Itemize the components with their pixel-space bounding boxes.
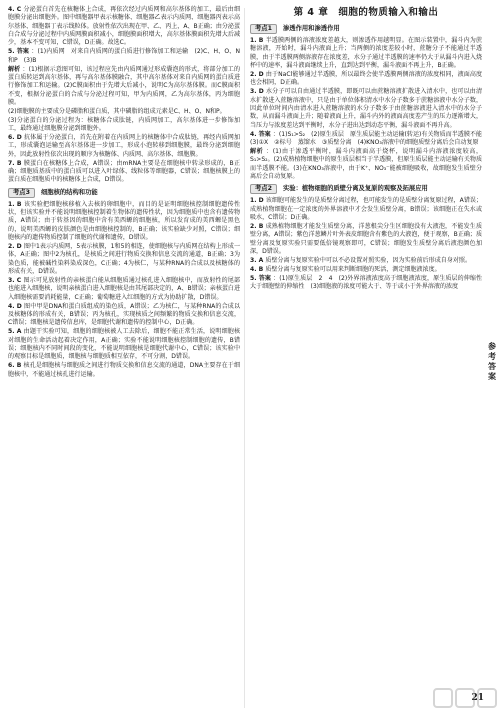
left-answer-text: (2)细胞膜的主要成分是磷脂和蛋白质，其中磷脂的组成元素是C、H、O、N和P。	[8, 107, 226, 115]
left-answer-number: 6. B	[8, 362, 24, 370]
p1-answer-item	[250, 37, 482, 70]
p2-answer-number: 5. 答案	[250, 274, 274, 282]
left-column	[8, 6, 240, 380]
left-answer-text: ：(1)内质网 对来自内质网的蛋白质进行修饰加工和运输 (2)C、H、O、N和P (3)B	[8, 48, 241, 64]
left-answer-item	[8, 66, 240, 108]
point1-badge: 考点1	[250, 24, 277, 34]
page-number: 21	[471, 693, 484, 703]
p1-answer-number: 1. B	[250, 37, 266, 44]
p1-answer-number: 2. D	[250, 70, 266, 78]
p2-answer-item	[250, 197, 482, 222]
left-answer-item	[8, 108, 240, 116]
left-answer-text: 由题干实验可知，细胞的细胞核被人工去除后，细胞不能正常生活，说明细胞核对细胞的生命活动起着决定作用，A正确；实验不能说明细胞核控制细胞的遗传，B错误；细胞核内不同时间段的变化，不能说明细胞核是细胞代谢中心，C错误；该实验中的观察目标是细胞质，细胞核与细胞质相互依存，不可分割，D错误。	[8, 328, 240, 361]
p2-answer-text: ：(1)原生质层 2 4 (2)外界溶液浓度高于细胞液浓度，原生质层的伸缩性大于细胞壁的伸缩性 (3)细胞液的浓度可能大于、等于或小于外界溶液的浓度	[250, 274, 483, 291]
left-answer-number: 5. 答案	[8, 48, 32, 56]
left-answer-item	[8, 362, 240, 379]
left-point-header	[8, 188, 240, 198]
p2-answer-number: 4. B	[250, 265, 266, 273]
left-answer-number: 7. B	[8, 159, 24, 167]
p1-answer-text: 半透膜两侧的溶液浓度差越大，则渗透作用越明显。在图示装置中，漏斗内为蔗糖溶液，开始时，漏斗内液面上升；当两侧的浓度差较小时，蔗糖分子不能通过半透膜，由于半透膜两侧溶液存在浓度差，水分子通过半透膜的速率仍大于从漏斗内进入烧杯中的速率，漏斗液面继续上升，直到达到平衡，漏斗液面不再上升，B正确。	[250, 37, 482, 70]
p2-answer-text: 质壁分离与复原实验可以用来判断细胞的死活，测定细胞液浓度。	[265, 265, 441, 273]
watermark-logo-icon	[432, 685, 498, 715]
left-answer-number: 6. D	[8, 134, 24, 142]
left-answer-text: 核孔是细胞核与细胞质之间进行物质交换和信息交流的通道，DNA主要存在于细胞核中，不能通过核孔进行运输。	[8, 362, 240, 378]
p2-answer-number: 1. D	[250, 197, 266, 205]
left-answer-text: 图中1表示内质网，5表示核膜，1和5的相连，使细胞核与内质网在结构上形成一体，A正确；图中2为核孔，是核质之间进行物质交换和信息交流的通道，B正确；3为染色质，能被碱性染料染成深色，C正确；4为核仁，与某种RNA的合成以及核糖体的形成有关，D错误。	[8, 243, 241, 276]
left-answer-item	[8, 243, 240, 276]
p2-answer-text: 成熟植物细胞才能发生质壁分离，洋葱根尖分生区细胞没有大液泡，不能发生质壁分离，A错误；紫色洋葱鳞片叶外表皮细胞含有紫色的大液泡，便于观察，B正确；质壁分离及复原实验只需要低倍镜观察即可，C错误；细胞发生质壁分离后液泡颜色加深，D错误。	[250, 222, 483, 255]
left-point-badge: 考点3	[8, 188, 35, 198]
point1-header	[250, 24, 482, 34]
point2-items	[250, 197, 482, 291]
left-answer-number: 2. D	[8, 243, 24, 251]
left-answer-item	[8, 201, 240, 243]
left-answer-number: 1. B	[8, 200, 24, 208]
left-answer-text: 膜蛋白在核糖体上合成，A错误；由mRNA主要是在细胞核中转录形成的，B正确；细胞质基质中的蛋白质可以进入叶绿体、线粒体等细胞器，C错误；细胞核膜上的蛋白质在细胞质中的核糖体上合成，D错误。	[8, 159, 240, 184]
p2-answer-text: 质壁分离与复原实验中可以不必设置对照实验，因为实验前后形成自身对照。	[265, 256, 471, 264]
p1-answer-text: ：(1)由于渗透平衡时，漏斗内液面高于烧杯，说明漏斗内溶液浓度较高，S₁>S₂。(2)成熟植物细胞中的原生质层相当于半透膜，但原生质层能主动运输有关物质而半透膜不能。(3)在KNO₃溶液中，由于K⁺、NO₃⁻能被细胞吸收，故细胞发生质壁分离后会自动复原。	[250, 147, 482, 180]
p2-answer-item	[250, 257, 482, 265]
right-column	[250, 6, 489, 292]
p1-answer-number: 4. 答案	[250, 130, 273, 138]
p2-answer-number: 3. A	[250, 256, 266, 264]
chapter-title: 第 4 章 细胞的物质输入和输出	[293, 7, 439, 18]
point2-badge: 考点2	[250, 184, 277, 194]
left-answer-number: 3. C	[8, 277, 24, 285]
p1-answer-item	[250, 130, 489, 148]
p2-answer-item	[250, 275, 482, 292]
left-answer-item	[8, 6, 240, 48]
p1-answer-number: 解析	[250, 147, 267, 155]
left-answer-item	[8, 277, 240, 302]
p1-answer-item	[250, 88, 482, 130]
left-answer-item	[8, 160, 240, 185]
left-answer-text: ：(1)根据示意图可知，该过程应先由内质网通过形成囊泡的形式，将部分加工的蛋白质转运到高尔基体，再与高尔基体膜融合，其中高尔基体对来自内质网的蛋白质进行修饰加工和运输。(2)C膜面积由于先增大后减小，说明C为高尔基体膜。而C膜面积不变，根据分泌蛋白的合成与分泌过程可知，甲为内质网，乙为高尔基体，丙为细胞膜。	[8, 65, 241, 106]
p1-answer-text: 由于NaCl能够通过半透膜，所以最终会使半透膜两侧溶液的浓度相同，液面高度也会相同，D正确。	[250, 70, 482, 87]
left-answer-item	[8, 117, 240, 134]
left-answer-number: 4. D	[8, 302, 25, 310]
point2-header	[250, 184, 482, 194]
left-point-title: 细胞核的结构和功能	[40, 188, 98, 196]
side-label: 参考答案	[488, 342, 496, 381]
point1-title: 渗透作用和渗透作用	[282, 24, 340, 32]
column-divider	[244, 8, 245, 708]
point1-items	[250, 37, 489, 181]
left-answer-text: 分泌蛋白首先在核糖体上合成，再依次经过内质网和高尔基体的加工，最后由细胞膜分泌出细胞外。图中细胞器甲表示核糖体、细胞器乙表示内质网、细胞器丙表示高尔基体、细胞器丁表示线粒体。放射性依次出现在甲、乙、丙上，A、B正确；由分泌蛋白合成与分泌过程中内质网膜面积减小，细胞膜面积增大，高尔基体膜面积先增大后减少，基本不变可知，C错误，D正确。故选C。	[8, 6, 241, 47]
left-answer-item	[8, 328, 240, 361]
left-answer-text: (3)分泌蛋白的分泌过程为：核糖体合成肽链，内质网加工，高尔基体进一步修饰加工，最终通过细胞膜分泌到细胞外。	[8, 116, 240, 133]
left-answer-text: 该实验把细胞核移植入去核的卵细胞中，而目的是证明细胞核控制细胞遗传性状，但该实验并不能说明细胞核控制着生物体的遗传性状，因为细胞质中也含有遗传物质，A错误；由于转基因的细胞中含有美西螈的细胞核，所以发育成的美西螈是黑色的，说明美西螈的皮肤颜色是由细胞核控制的，B正确；该实验缺少对照，C错误；细胞核内的遗传物质控制了细胞的代谢和遗传，D错误。	[8, 200, 241, 242]
left-answer-text: 图示可见放射性的亲核蛋白能从细胞质通过核孔进入细胞核中，而放射性的尾部也能进入细胞核，说明亲核蛋白进入细胞核是由其尾部决定的，A、B错误；亲核蛋白进入细胞核需要消耗能量，C正确；葡萄糖进入红细胞的方式为协助扩散，D错误。	[8, 277, 241, 301]
left-answer-number: 解析	[8, 65, 23, 73]
p1-answer-text: ：(1)S₁>S₂ (2)原生质层 原生质层能主动运输(转运)有关物质而半透膜不能 (3)①X ②标号 蒸馏水 ③质壁分离 (4)KNO₃溶液中的细胞质壁分离后会自动复原	[250, 130, 489, 146]
p2-answer-item	[250, 223, 482, 256]
left-answer-item	[8, 134, 240, 159]
left-answer-number: 5. A	[8, 328, 24, 336]
left-answer-text: 图中甲是DNA和蛋白质组成的染色质，A错误；乙为核仁，与某种RNA的合成以及核糖体的形成有关，B错误；丙为核孔，实现核质之间频繁的物质交换和信息交流，C错误；细胞核是遗传信息库，是细胞代谢和遗传的控制中心，D正确。	[8, 302, 241, 327]
p1-answer-item	[250, 148, 482, 181]
point2-title: 实验：植物细胞的质壁分离及复原的观察及拓展应用	[282, 185, 428, 193]
p1-answer-item	[250, 71, 482, 88]
left-answer-item	[8, 303, 240, 328]
p1-answer-text: 水分子可以自由通过半透膜，即既可以由蔗糖溶液扩散进入清水中，也可以由清水扩散进入蔗糖溶液中，只是由于单位体积清水中水分子数多于蔗糖溶液中水分子数，因此单位时间内由清水进入蔗糖溶液的水分子数多于由蔗糖溶液进入清水中的水分子数，从而漏斗液面上升；随着液面上升，漏斗内外的液面高度差产生的压力逐渐增大，当压力与浓度差达到平衡时，水分子进出达到动态平衡，漏斗液面不再升高。	[250, 88, 483, 129]
left-answer-number: 4. C	[8, 6, 24, 13]
left-answer-item	[8, 48, 240, 65]
left-answer-text: 抗体属于分泌蛋白，首先在附着在内质网上的核糖体中合成肽链，再经内质网加工，形成囊泡运输至高尔基体进一步加工，形成小泡转移到细胞膜，最终分泌到细胞外，因此放射性依次出现的顺序为核糖体、内质网、高尔基体、细胞膜。	[8, 134, 241, 158]
p2-answer-text: 该细胞可能发生的是质壁分离过程，也可能发生的是质壁分离复原过程，A错误；成熟植物细胞在一定浓度的外界溶液中才会发生质壁分离，B错误；该细胞正在失水或吸水，C错误；D正确。	[250, 197, 482, 221]
p2-answer-number: 2. B	[250, 222, 266, 230]
p2-answer-item	[250, 266, 482, 274]
p1-answer-number: 3. D	[250, 88, 266, 96]
